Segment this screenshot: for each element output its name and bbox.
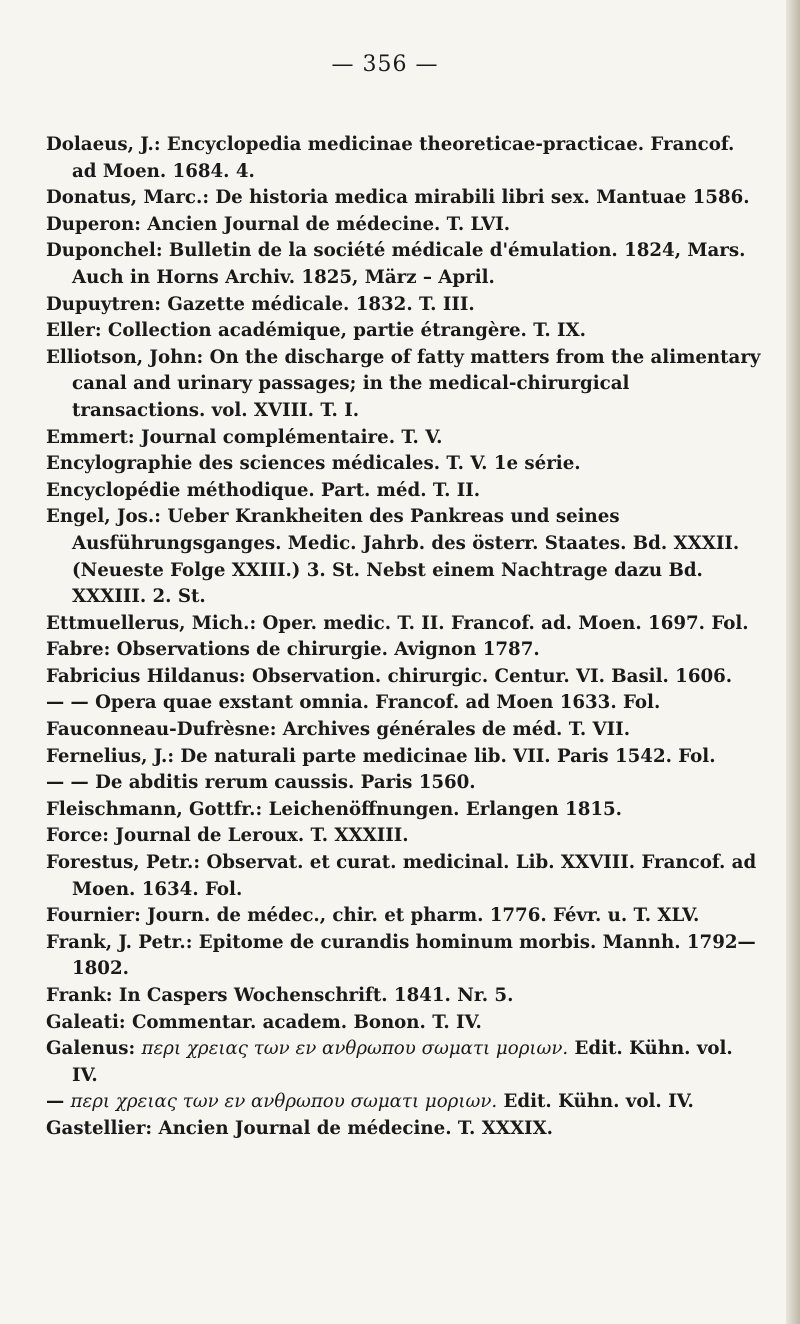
bibliography-entry [46, 770, 762, 797]
entry-text: Opera quae exstant omnia. Francof. ad Moen 1633. Fol. [95, 692, 661, 714]
bibliography-entry [46, 690, 762, 717]
entry-author: Fabre: [46, 639, 111, 661]
entry-text: De abditis rerum caussis. Paris 1560. [95, 772, 476, 794]
entry-author: Eller: [46, 320, 102, 342]
entry-text: Ancien Journal de médecine. T. LVI. [147, 213, 511, 235]
bibliography-entry [46, 1036, 762, 1089]
entry-author: Galenus: [46, 1038, 136, 1060]
entry-text: Observations de chirurgie. Avignon 1787. [116, 639, 540, 661]
bibliography-entry [46, 318, 762, 345]
entry-author: Forestus, Petr.: [46, 852, 201, 874]
entry-text: Ancien Journal de médecine. T. XXXIX. [158, 1117, 554, 1139]
entry-author: — — [46, 692, 89, 714]
entry-author: Encylographie [46, 453, 193, 475]
bibliography-entry [46, 930, 762, 983]
entry-text: Collection académique, partie étrangère. T. IX. [107, 320, 587, 342]
entry-text: des sciences médicales. T. V. 1e série. [198, 453, 581, 475]
entry-text: Gazette médicale. 1832. T. III. [167, 293, 475, 315]
entry-text: Ueber Krankheiten des Pankreas und seines Ausführungsganges. Medic. Jahrb. des österr. Staates. Bd. XXXII. (Neueste Folge XXIII.) 3. St. Nebst einem Nachtrage dazu Bd. XXXIII. 2. St. [72, 506, 740, 608]
entry-text: On the discharge of fatty matters from the alimentary canal and urinary passages; in the medical-chirurgical transactions. vol. XVIII. T. I. [72, 346, 761, 421]
bibliography-entry [46, 1010, 762, 1037]
bibliography-entry [46, 637, 762, 664]
bibliography-entry [46, 504, 762, 610]
entry-author: Fabricius Hildanus: [46, 665, 246, 687]
entry-text: Observation. chirurgic. Centur. VI. Basil. 1606. [251, 665, 733, 687]
entry-author: Dupuytren: [46, 293, 161, 315]
bibliography-entry [46, 850, 762, 903]
entry-author: Fournier: [46, 905, 141, 927]
bibliography-entry [46, 717, 762, 744]
bibliography-entry [46, 292, 762, 319]
bibliography-entry [46, 1089, 762, 1116]
entry-text: Edit. Kühn. vol. IV. [503, 1091, 694, 1113]
entry-author: Encyclopédie [46, 479, 181, 501]
entry-text: De historia medica mirabili libri sex. Mantuae 1586. [215, 187, 750, 209]
entry-text: Journal de Leroux. T. XXXIII. [115, 825, 409, 847]
entry-author: Dolaeus, J.: [46, 134, 161, 155]
bibliography-entry [46, 983, 762, 1010]
bibliography-list [46, 132, 762, 1143]
bibliography-entry [46, 903, 762, 930]
entry-text: Observat. et curat. medicinal. Lib. XXVIII. Francof. ad Moen. 1634. Fol. [72, 852, 757, 900]
bibliography-entry [46, 1116, 762, 1143]
bibliography-entry [46, 345, 762, 425]
entry-text: Leichenöffnungen. Erlangen 1815. [268, 798, 622, 820]
entry-author: Ettmuellerus, Mich.: [46, 612, 257, 634]
entry-author: Force: [46, 825, 109, 847]
entry-author: Elliotson, John: [46, 346, 204, 368]
entry-text: Epitome de curandis hominum morbis. Mannh. 1792—1802. [72, 931, 756, 980]
page-edge-shadow [786, 0, 800, 1324]
bibliography-entry [46, 185, 762, 212]
bibliography-entry [46, 478, 762, 505]
entry-text: Commentar. academ. Bonon. T. IV. [131, 1011, 482, 1033]
bibliography-entry [46, 212, 762, 239]
entry-text: Edit. Kühn. vol. IV. [72, 1038, 733, 1086]
entry-greek-title: περι χρειας των εν ανθρωπου σωματι μοριων. [141, 1038, 569, 1060]
entry-author: Frank, J. Petr.: [46, 931, 193, 953]
bibliography-entry [46, 451, 762, 478]
entry-text: Bulletin de la société médicale d'émulation. 1824, Mars. Auch in Horns Archiv. 1825, März – April. [72, 240, 746, 288]
entry-author: Fleischmann, Gottfr.: [46, 798, 263, 820]
entry-author: Fauconneau-Dufrèsne: [46, 719, 277, 741]
bibliography-entry [46, 664, 762, 691]
entry-author: Frank: [46, 985, 113, 1006]
entry-text: Journ. de médec., chir. et pharm. 1776. Févr. u. T. XLV. [147, 905, 700, 927]
entry-text: In Caspers Wochenschrift. 1841. Nr. 5. [118, 985, 514, 1006]
bibliography-entry [46, 797, 762, 824]
bibliography-entry [46, 744, 762, 771]
entry-author: Galeati: [46, 1011, 126, 1033]
entry-text: méthodique. Part. méd. T. II. [186, 479, 481, 501]
entry-author: Gastellier: [46, 1117, 153, 1139]
bibliography-entry [46, 238, 762, 291]
entry-text: Archives générales de méd. T. VII. [282, 719, 631, 741]
bibliography-entry [46, 425, 762, 452]
entry-text: Encyclopedia medicinae theoreticae-practicae. Francof. ad Moen. 1684. 4. [72, 134, 735, 182]
entry-text: Journal complémentaire. T. V. [140, 426, 443, 448]
entry-author: Engel, Jos.: [46, 506, 161, 528]
entry-text: De naturali parte medicinae lib. VII. Paris 1542. Fol. [180, 745, 716, 767]
entry-text: Oper. medic. T. II. Francof. ad. Moen. 1697. Fol. [262, 612, 749, 634]
entry-author: Duponchel: [46, 240, 163, 262]
entry-author: — — [46, 772, 89, 794]
bibliography-entry [46, 823, 762, 850]
entry-author: — [46, 1091, 65, 1113]
entry-author: Emmert: [46, 426, 135, 448]
entry-author: Duperon: [46, 213, 141, 235]
entry-greek-title: περι χρειας των εν ανθρωπου σωματι μοριων. [70, 1091, 498, 1113]
entry-author: Donatus, Marc.: [46, 187, 210, 209]
bibliography-entry [46, 611, 762, 638]
bibliography-entry [46, 132, 762, 185]
entry-author: Fernelius, J.: [46, 745, 175, 767]
page-number-header: — 356 — [331, 52, 439, 77]
